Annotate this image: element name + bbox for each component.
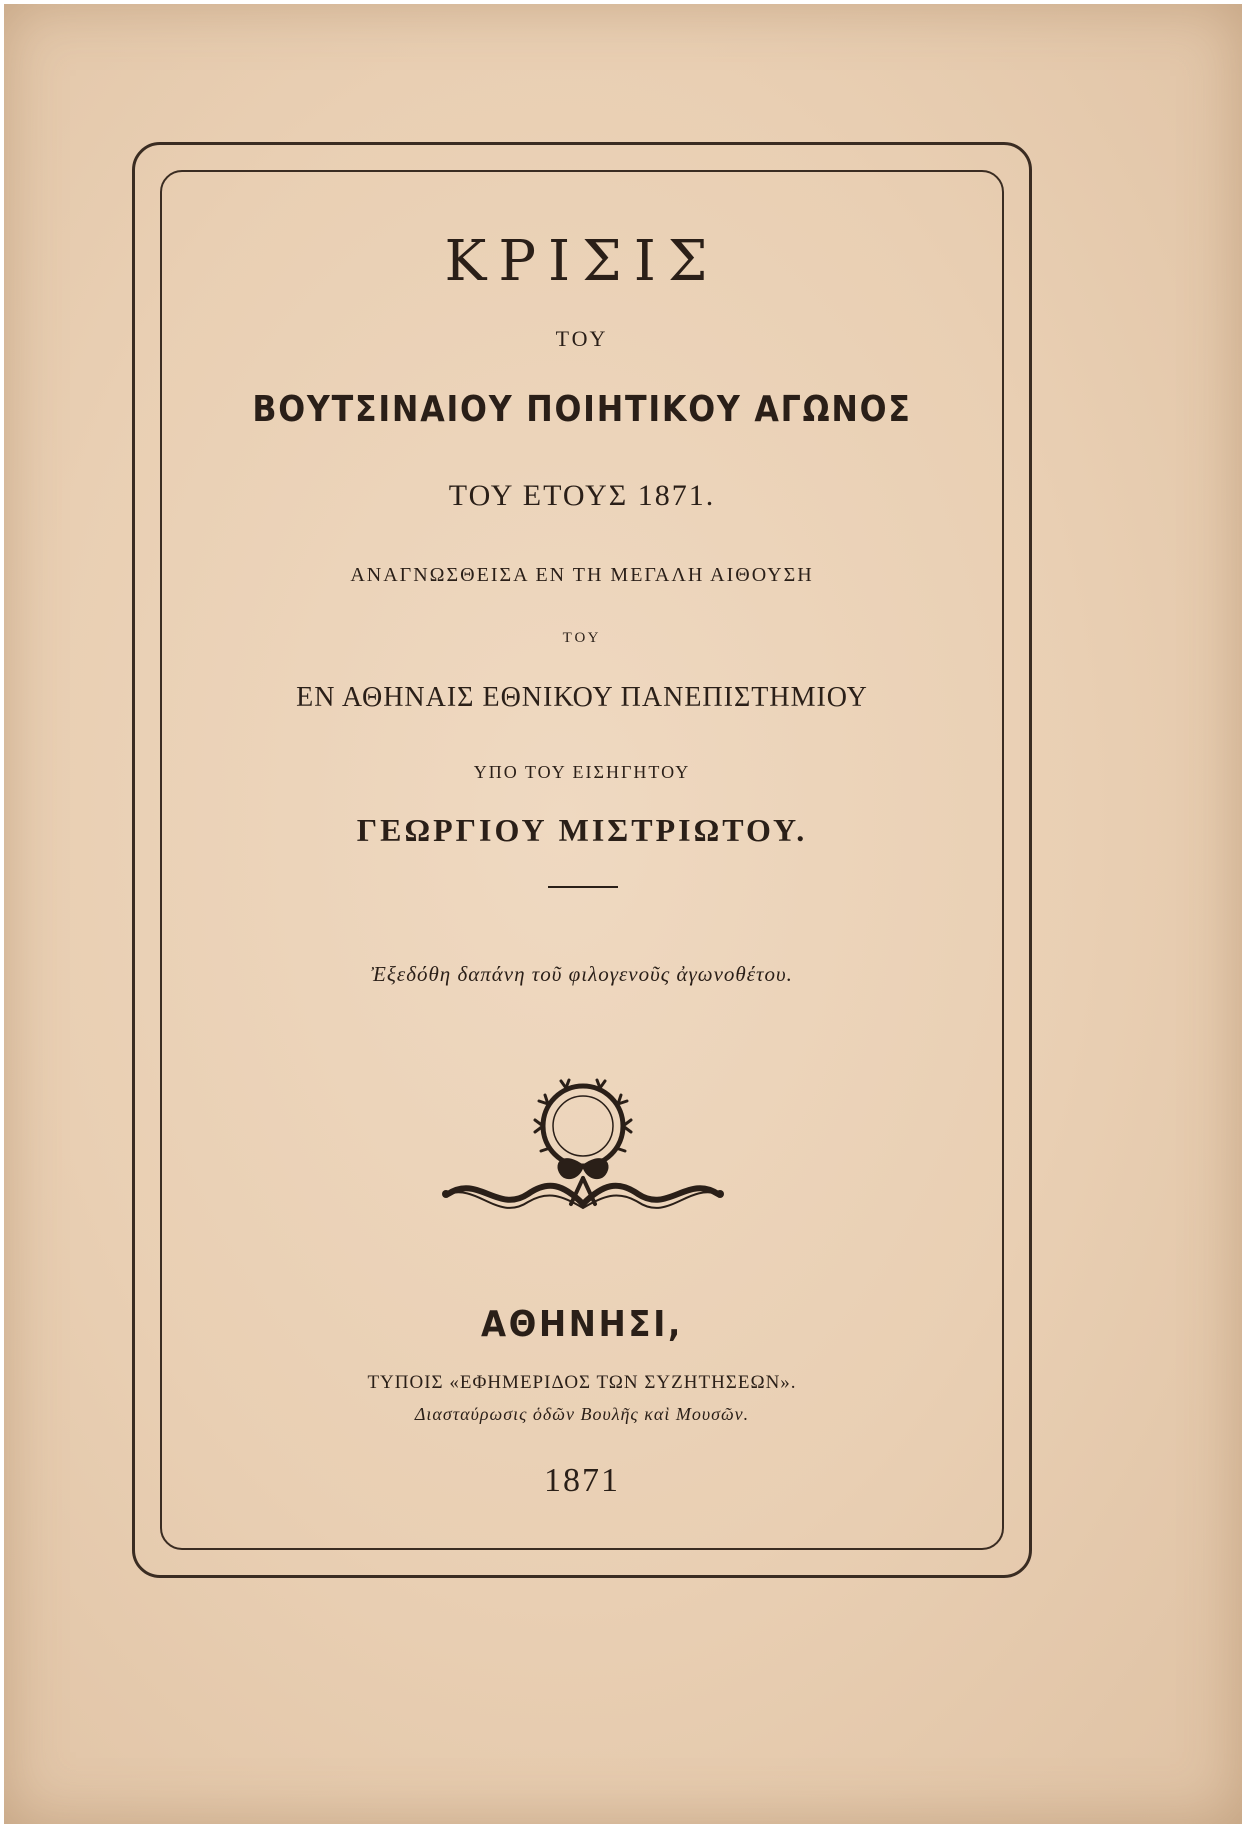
book-cover [4,4,1242,1824]
publication-year: 1871 [544,1462,620,1499]
contest-year: ΤΟΥ ΕΤΟΥΣ 1871. [448,479,716,512]
university-name: ΕΝ ΑΘΗΝΑΙΣ ΕΘΝΙΚΟΥ ΠΑΝΕΠΙΣΤΗΜΙΟΥ [296,682,868,713]
printer-address: Διασταύρωσις ὁδῶν Βουλῆς καὶ Μουσῶν. [414,1404,750,1424]
cover-title: ΚΡΙΣΙΣ [444,229,720,294]
rapporteur-line: ΥΠΟ ΤΟΥ ΕΙΣΗΓΗΤΟΥ [473,762,691,782]
title-connector: ΤΟΥ [555,326,609,351]
divider-rule [548,886,618,888]
publication-city: ΑΘΗΝΗΣΙ, [480,1304,684,1345]
contest-name: ΒΟΥΤΣΙΝΑΙΟΥ ΠΟΙΗΤΙΚΟΥ ΑΓΩΝΟΣ [252,389,912,430]
publication-note: Ἐξεδόθη δαπάνη τοῦ φιλογενοῦς ἀγωνοθέτου. [371,962,793,986]
author-name: ΓΕΩΡΓΙΟΥ ΜΙΣΤΡΙΩΤΟΥ. [356,812,808,848]
printer-line: ΤΥΠΟΙΣ «ΕΦΗΜΕΡΙΔΟΣ ΤΩΝ ΣΥΖΗΤΗΣΕΩΝ». [367,1372,797,1393]
wreath-ornament-icon [438,1074,728,1244]
hall-connector: ΤΟΥ [562,630,602,646]
read-in-hall-line: ΑΝΑΓΝΩΣΘΕΙΣΑ ΕΝ ΤΗ ΜΕΓΑΛΗ ΑΙΘΟΥΣΗ [350,564,814,586]
